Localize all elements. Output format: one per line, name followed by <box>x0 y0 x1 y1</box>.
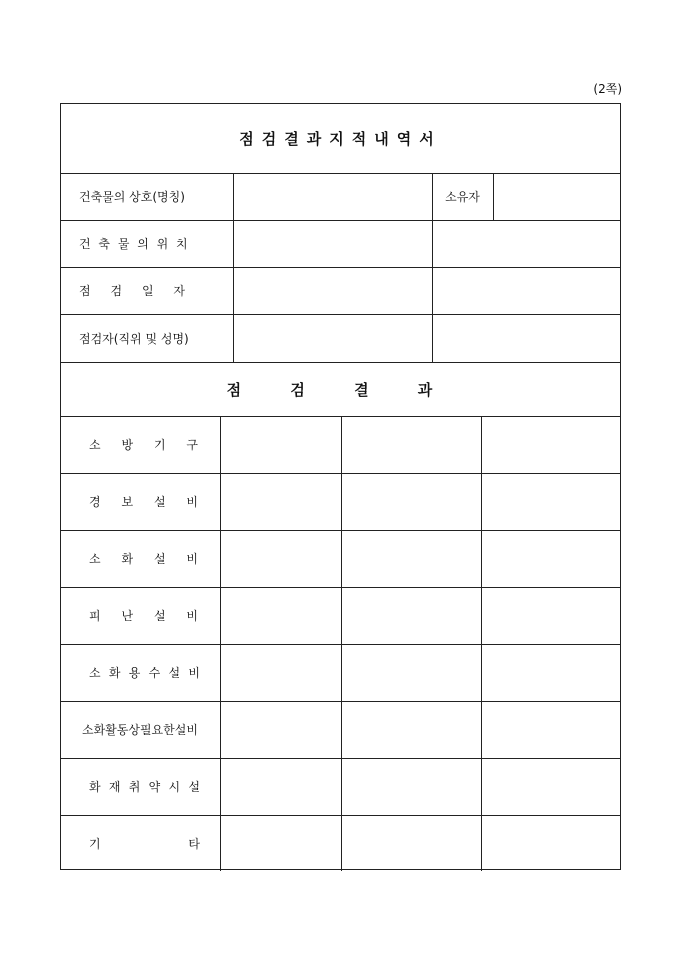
label-char: 설 <box>153 495 166 509</box>
result-cell[interactable] <box>481 758 622 815</box>
label-char: 구 <box>186 438 198 452</box>
page-number: (2쪽) <box>593 82 622 96</box>
location-field-2[interactable] <box>432 220 622 267</box>
label-char: 화 <box>121 552 134 566</box>
result-row-label-fire-extinguisher <box>61 416 220 473</box>
form-title: 점검결과지적내역서 <box>239 130 442 148</box>
label-char: 기 <box>153 438 166 452</box>
result-cell[interactable] <box>481 587 622 644</box>
label-char: 설 <box>188 780 200 794</box>
label-char: 비 <box>186 552 198 566</box>
label-text: 소화활동상필요한설비 <box>82 723 198 737</box>
owner-label: 소유자 <box>445 190 480 204</box>
inspection-date-field-2[interactable] <box>432 267 622 314</box>
result-cell[interactable] <box>341 644 481 701</box>
result-cell[interactable] <box>341 416 481 473</box>
result-cell[interactable] <box>341 701 481 758</box>
result-row-label-firefighting-support <box>61 701 220 758</box>
result-cell[interactable] <box>481 473 622 530</box>
label-char: 일 <box>141 284 154 298</box>
label-char: 비 <box>188 666 200 680</box>
result-cell[interactable] <box>220 701 341 758</box>
label-char: 취 <box>128 780 141 794</box>
building-name-label: 건축물의 상호(명칭) <box>79 190 185 204</box>
result-cell[interactable] <box>220 644 341 701</box>
result-cell[interactable] <box>341 758 481 815</box>
label-char: 피 <box>89 609 101 623</box>
owner-field[interactable] <box>493 173 622 220</box>
result-cell[interactable] <box>481 530 622 587</box>
label-char: 설 <box>153 609 166 623</box>
inspector-label: 점검자(직위 및 성명) <box>79 331 189 346</box>
location-label: 건 축 물 의 위 치 <box>79 237 190 251</box>
inspector-field-1[interactable] <box>233 314 432 362</box>
inspection-date-label <box>61 267 233 314</box>
result-row-label-extinguishing <box>61 530 220 587</box>
label-char: 보 <box>121 495 134 509</box>
inspector-field-2[interactable] <box>432 314 622 362</box>
label-char: 재 <box>108 780 121 794</box>
label-char: 타 <box>188 836 200 851</box>
result-row-label-water-supply <box>61 644 220 701</box>
result-cell[interactable] <box>220 530 341 587</box>
label-char: 설 <box>168 666 181 680</box>
result-cell[interactable] <box>341 587 481 644</box>
result-cell[interactable] <box>481 701 622 758</box>
result-row-label-fire-vulnerable <box>61 758 220 815</box>
location-field-1[interactable] <box>233 220 432 267</box>
label-char: 수 <box>148 666 161 680</box>
result-cell[interactable] <box>220 587 341 644</box>
label-char: 소 <box>89 666 101 680</box>
result-cell[interactable] <box>220 473 341 530</box>
label-char: 비 <box>186 609 198 623</box>
label-char: 검 <box>110 284 123 298</box>
result-row-label-other <box>61 815 220 871</box>
label-char: 화 <box>108 666 121 680</box>
label-char: 설 <box>153 552 166 566</box>
result-cell[interactable] <box>481 416 622 473</box>
inspection-form <box>60 103 621 870</box>
result-cell[interactable] <box>481 815 622 871</box>
label-char: 기 <box>89 836 101 851</box>
label-char: 소 <box>89 438 101 452</box>
label-char: 약 <box>148 780 161 794</box>
result-cell[interactable] <box>220 416 341 473</box>
label-char: 점 <box>79 284 91 298</box>
label-char: 방 <box>121 438 134 452</box>
label-char: 소 <box>89 552 101 566</box>
results-section-title: 점 검 결 과 <box>226 380 455 399</box>
result-cell[interactable] <box>481 644 622 701</box>
label-char: 비 <box>186 495 198 509</box>
inspection-date-field-1[interactable] <box>233 267 432 314</box>
result-cell[interactable] <box>341 473 481 530</box>
label-char: 시 <box>168 780 181 794</box>
result-cell[interactable] <box>341 815 481 871</box>
label-char: 난 <box>121 609 134 623</box>
result-row-label-evacuation <box>61 587 220 644</box>
label-char: 용 <box>128 666 141 680</box>
result-row-label-alarm <box>61 473 220 530</box>
building-name-field[interactable] <box>233 173 432 220</box>
result-cell[interactable] <box>220 815 341 871</box>
label-char: 경 <box>89 495 101 509</box>
result-cell[interactable] <box>220 758 341 815</box>
label-char: 자 <box>173 284 185 298</box>
result-cell[interactable] <box>341 530 481 587</box>
label-char: 화 <box>89 780 101 794</box>
